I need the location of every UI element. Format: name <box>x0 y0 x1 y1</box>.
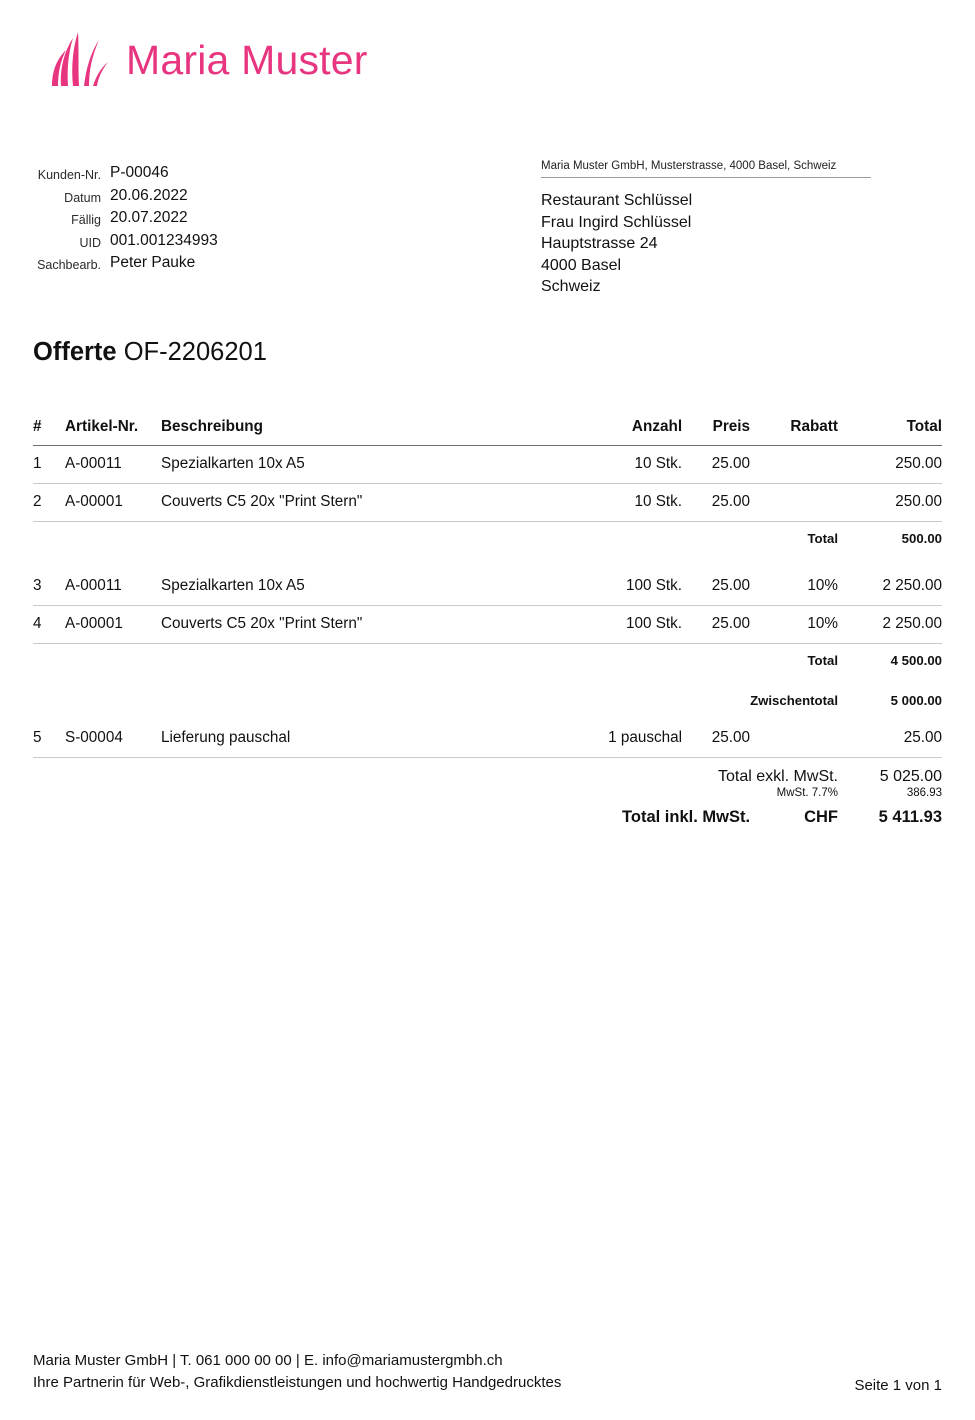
recipient-line-1: Restaurant Schlüssel <box>541 192 693 209</box>
cell-num: 4 <box>33 606 59 644</box>
cell-article: A-00011 <box>59 568 155 606</box>
cell-total: 2 250.00 <box>838 606 942 644</box>
table-row <box>33 568 942 606</box>
footer-line-1: Maria Muster GmbH | T. 061 000 00 00 | E. info@mariamustergmbh.ch <box>33 1352 503 1369</box>
header-discount: Rabatt <box>750 418 838 446</box>
intermediate-total-row <box>33 679 942 720</box>
cell-total: 25.00 <box>838 720 942 758</box>
vat-value: 386.93 <box>906 787 942 799</box>
cell-price: 25.00 <box>688 720 750 758</box>
cell-num: 2 <box>33 484 59 522</box>
cell-description: Spezialkarten 10x A5 <box>155 568 582 606</box>
document-type-label: Offerte <box>33 338 117 366</box>
subtotal-value: 500.00 <box>901 531 942 546</box>
cell-quantity: 1 pauschal <box>582 720 688 758</box>
row-spacer <box>33 557 942 568</box>
cell-price: 25.00 <box>688 606 750 644</box>
total-excl-vat-label: Total exkl. MwSt. <box>717 768 838 785</box>
cell-total: 250.00 <box>838 446 942 484</box>
group-subtotal-row <box>33 644 942 680</box>
table-row <box>33 720 942 758</box>
meta-label-kunden-nr: Kunden-Nr. <box>37 168 101 182</box>
meta-label-faellig: Fällig <box>71 213 101 227</box>
cell-article: S-00004 <box>59 720 155 758</box>
subtotal-label: Total <box>807 653 838 668</box>
footer-contact <box>33 1350 561 1394</box>
document-meta <box>33 163 218 276</box>
total-excl-vat-value: 5 025.00 <box>879 768 942 785</box>
header-price: Preis <box>688 418 750 446</box>
cell-price: 25.00 <box>688 568 750 606</box>
meta-label-uid: UID <box>79 235 101 250</box>
cell-quantity: 100 Stk. <box>582 568 688 606</box>
cell-quantity: 100 Stk. <box>582 606 688 644</box>
address-block <box>541 160 871 298</box>
header-quantity: Anzahl <box>582 418 688 446</box>
meta-label-sachbearb: Sachbearb. <box>37 258 101 272</box>
cell-description: Lieferung pauschal <box>155 720 582 758</box>
cell-num: 3 <box>33 568 59 606</box>
intermediate-total-label: Zwischentotal <box>750 693 838 708</box>
grass-blades-icon <box>40 24 112 96</box>
meta-value-uid: 001.001234993 <box>110 231 218 249</box>
header-total: Total <box>838 418 942 446</box>
cell-article: A-00001 <box>59 484 155 522</box>
subtotal-value: 4 500.00 <box>890 653 942 668</box>
currency-label: CHF <box>804 808 838 826</box>
total-incl-vat-label: Total inkl. MwSt. <box>622 808 751 826</box>
cell-quantity: 10 Stk. <box>582 446 688 484</box>
footer-line-2: Ihre Partnerin für Web-, Grafikdienstleistungen und hochwertig Handgedrucktes <box>33 1374 562 1391</box>
cell-description: Couverts C5 20x "Print Stern" <box>155 606 582 644</box>
cell-description: Couverts C5 20x "Print Stern" <box>155 484 582 522</box>
cell-discount <box>750 446 838 484</box>
page-indicator: Seite 1 von 1 <box>854 1377 942 1394</box>
meta-value-datum: 20.06.2022 <box>110 186 188 204</box>
cell-total: 2 250.00 <box>838 568 942 606</box>
brand-name: Maria Muster <box>126 36 368 83</box>
cell-discount <box>750 720 838 758</box>
cell-discount <box>750 484 838 522</box>
subtotal-label: Total <box>807 531 838 546</box>
header-article: Artikel-Nr. <box>59 418 155 446</box>
items-table-container <box>33 418 942 827</box>
cell-article: A-00011 <box>59 446 155 484</box>
meta-value-faellig: 20.07.2022 <box>110 209 188 226</box>
cell-discount: 10% <box>750 568 838 606</box>
recipient-line-2: Frau Ingird Schlüssel <box>541 213 692 231</box>
document-number: OF-2206201 <box>123 338 267 366</box>
table-header-row <box>33 418 942 446</box>
meta-value-sachbearb: Peter Pauke <box>110 254 196 271</box>
page-title <box>33 338 267 367</box>
table-row <box>33 606 942 644</box>
meta-value-kunden-nr: P-00046 <box>110 164 169 181</box>
brand-logo <box>40 24 368 96</box>
total-incl-vat-row <box>33 805 942 827</box>
intermediate-total-value: 5 000.00 <box>890 693 942 708</box>
cell-total: 250.00 <box>838 484 942 522</box>
items-table <box>33 418 942 827</box>
recipient-line-3: Hauptstrasse 24 <box>541 235 658 252</box>
cell-num: 1 <box>33 446 59 484</box>
cell-price: 25.00 <box>688 446 750 484</box>
header-num: # <box>33 418 59 446</box>
recipient-line-5: Schweiz <box>541 278 601 295</box>
table-row <box>33 484 942 522</box>
meta-label-datum: Datum <box>64 190 101 205</box>
page-footer <box>33 1350 942 1394</box>
group-subtotal-row <box>33 522 942 558</box>
cell-discount: 10% <box>750 606 838 644</box>
recipient-address <box>541 190 871 298</box>
cell-num: 5 <box>33 720 59 758</box>
sender-line: Maria Muster GmbH, Musterstrasse, 4000 Basel, Schweiz <box>541 160 871 178</box>
total-excl-vat-row <box>33 758 942 788</box>
vat-label: MwSt. 7.7% <box>776 787 838 799</box>
header-description: Beschreibung <box>155 418 582 446</box>
total-incl-vat-value: 5 411.93 <box>878 808 942 826</box>
cell-description: Spezialkarten 10x A5 <box>155 446 582 484</box>
cell-article: A-00001 <box>59 606 155 644</box>
cell-quantity: 10 Stk. <box>582 484 688 522</box>
cell-price: 25.00 <box>688 484 750 522</box>
table-row <box>33 446 942 484</box>
recipient-line-4: 4000 Basel <box>541 256 622 274</box>
vat-row <box>33 787 942 805</box>
